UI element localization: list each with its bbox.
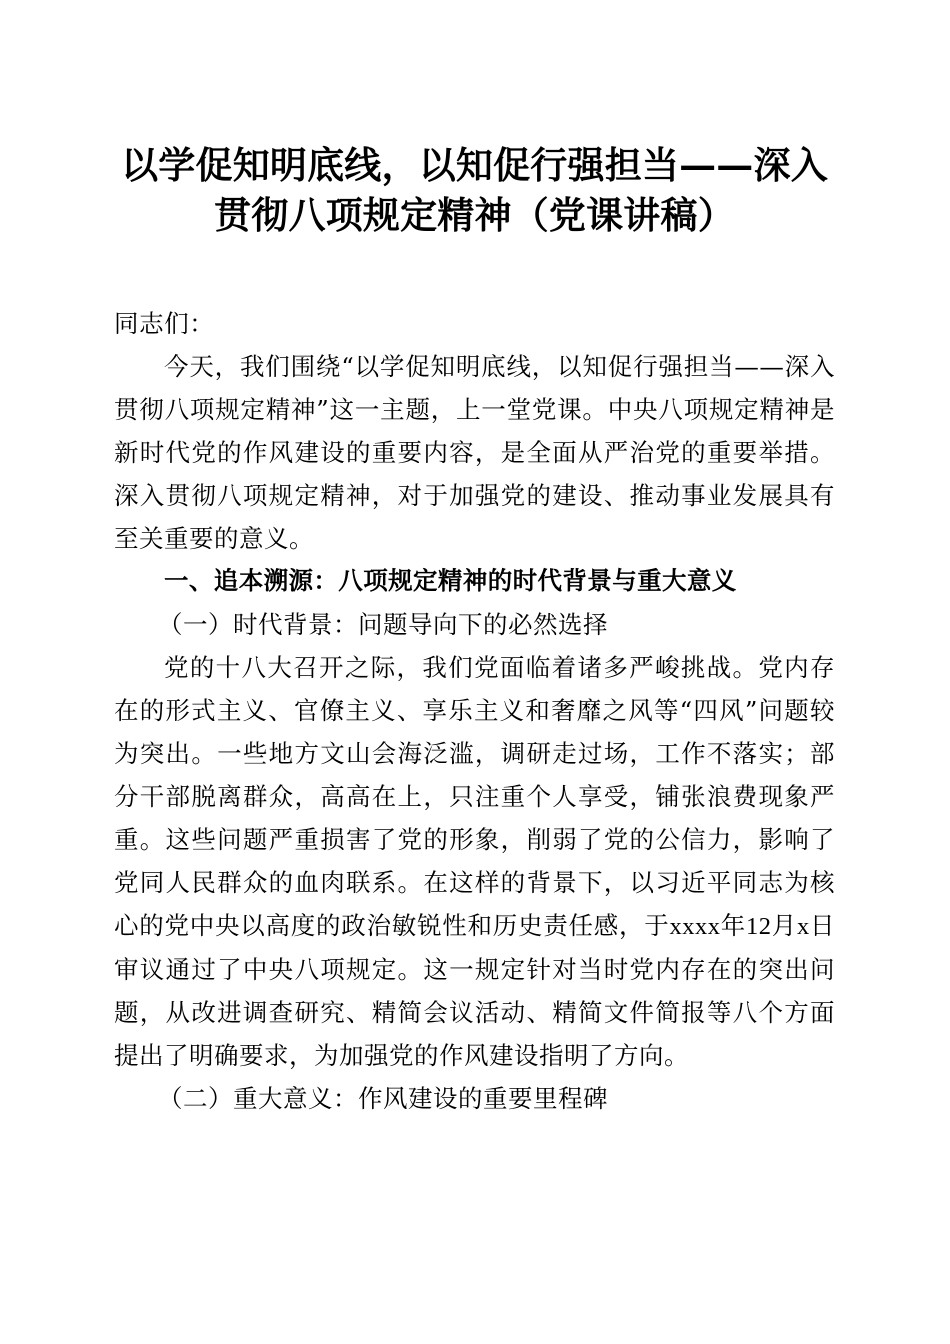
latin-run: x (797, 913, 810, 940)
page-title-line-1: 以学促知明底线，以知促行强担当——深入贯 (121, 143, 828, 237)
page-title (114, 140, 835, 240)
page-title-line-2: 彻八项规定精神（党课讲稿） (251, 193, 735, 237)
subsection-heading-1-1: （一）时代背景：问题导向下的必然选择 (158, 610, 608, 639)
title-spacer (114, 240, 835, 302)
latin-run: xxxx (669, 913, 721, 940)
salutation: 同志们： (114, 309, 215, 338)
paragraph-background: 党的十八大召开之际，我们党面临着诸多严峻挑战。党内存在的形式主义、官僚主义、享乐主义和奢靡之风等“四风”问题较为突出。一些地方文山会海泛滥，调研走过场，工作不落实；部分干部脱离群众，高高在上，只注重个人享受，铺张浪费现象严重。这些问题严重损害了党的形象，削弱了党的公信力，影响了党同人民群众的血肉联系。在这样的背景下，以习近平同志为核心的党中央以高度的政治敏锐性和历史责任感，于xxxx年12月x日审议通过了中央八项规定。这一规定针对当时党内存在的突出问题，从改进调查研究、精简会议活动、精简文件简报等八个方面提出了明确要求，为加强党的作风建设指明了方向。 (114, 653, 835, 1070)
opening-paragraph: 今天，我们围绕“以学促知明底线，以知促行强担当——深入贯彻八项规定精神”这一主题，上一堂党课。中央八项规定精神是新时代党的作风建设的重要内容，是全面从严治党的重要举措。深入贯彻八项规定精神，对于加强党的建设、推动事业发展具有至关重要的意义。 (114, 352, 835, 553)
latin-run: 12 (746, 913, 772, 940)
section-heading-1: 一、追本溯源：八项规定精神的时代背景与重大意义 (164, 568, 737, 595)
subsection-heading-1-2: （二）重大意义：作风建设的重要里程碑 (158, 1084, 608, 1113)
